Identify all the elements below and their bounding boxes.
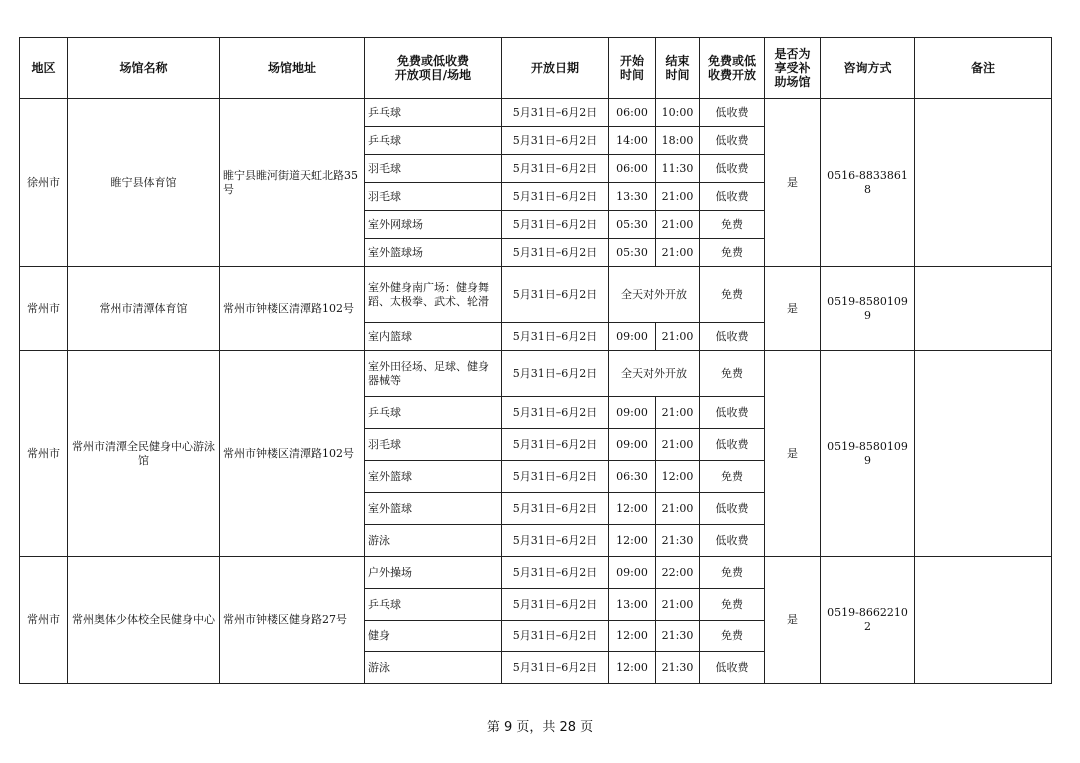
page-footer: 第 9 页，共 28 页 <box>486 720 594 735</box>
header-subsidy-line1: 是否为 <box>774 47 811 61</box>
all-day-cell: 全天对外开放 <box>609 267 700 323</box>
col-header-end <box>656 38 700 99</box>
venue-name-cell: 睢宁县体育馆 <box>68 99 220 267</box>
project-cell: 乒乓球 <box>365 397 502 429</box>
start-time-cell: 05:30 <box>609 211 656 239</box>
header-end-line1: 结束 <box>665 54 690 68</box>
region-cell: 徐州市 <box>20 99 68 267</box>
project-cell: 室外篮球场 <box>365 239 502 267</box>
contact-cell: 0516-88338618 <box>821 99 915 267</box>
start-time-cell: 14:00 <box>609 127 656 155</box>
fee-cell: 免费 <box>700 211 765 239</box>
venue-address-cell: 常州市钟楼区清潭路102号 <box>220 351 365 557</box>
end-time-cell: 21:00 <box>656 239 700 267</box>
open-dates-cell: 5月31日–6月2日 <box>502 461 609 493</box>
fee-cell: 低收费 <box>700 155 765 183</box>
open-dates-cell: 5月31日–6月2日 <box>502 429 609 461</box>
end-time-cell: 21:00 <box>656 211 700 239</box>
project-cell: 羽毛球 <box>365 183 502 211</box>
fee-cell: 免费 <box>700 239 765 267</box>
venue-address-cell: 常州市钟楼区健身路27号 <box>220 557 365 684</box>
header-subsidy-line3: 助场馆 <box>774 75 811 89</box>
header-start-line1: 开始 <box>619 54 644 68</box>
venue-address-cell: 常州市钟楼区清潭路102号 <box>220 267 365 351</box>
start-time-cell: 06:00 <box>609 99 656 127</box>
start-time-cell: 06:30 <box>609 461 656 493</box>
col-header-fee <box>700 38 765 99</box>
remarks-cell <box>915 267 1052 351</box>
end-time-cell: 12:00 <box>656 461 700 493</box>
end-time-cell: 21:00 <box>656 323 700 351</box>
remarks-cell <box>915 351 1052 557</box>
fee-cell: 低收费 <box>700 493 765 525</box>
project-cell: 羽毛球 <box>365 155 502 183</box>
open-dates-cell: 5月31日–6月2日 <box>502 127 609 155</box>
contact-cell: 0519-85801099 <box>821 351 915 557</box>
fee-cell: 免费 <box>700 621 765 652</box>
start-time-cell: 12:00 <box>609 493 656 525</box>
project-cell: 户外操场 <box>365 557 502 589</box>
col-header-subsidy <box>765 38 821 99</box>
fee-cell: 低收费 <box>700 652 765 684</box>
project-cell: 游泳 <box>365 652 502 684</box>
table-row <box>20 351 1052 397</box>
start-time-cell: 09:00 <box>609 557 656 589</box>
project-cell: 健身 <box>365 621 502 652</box>
project-cell: 室外网球场 <box>365 211 502 239</box>
fee-cell: 免费 <box>700 267 765 323</box>
region-cell: 常州市 <box>20 351 68 557</box>
open-dates-cell: 5月31日–6月2日 <box>502 525 609 557</box>
fee-cell: 低收费 <box>700 183 765 211</box>
col-header-region: 地区 <box>20 38 68 99</box>
end-time-cell: 10:00 <box>656 99 700 127</box>
start-time-cell: 05:30 <box>609 239 656 267</box>
start-time-cell: 06:00 <box>609 155 656 183</box>
open-dates-cell: 5月31日–6月2日 <box>502 621 609 652</box>
contact-cell: 0519-86622102 <box>821 557 915 684</box>
venue-table <box>19 37 1052 684</box>
col-header-open-dates: 开放日期 <box>502 38 609 99</box>
project-cell: 室内篮球 <box>365 323 502 351</box>
fee-cell: 低收费 <box>700 99 765 127</box>
start-time-cell: 09:00 <box>609 429 656 461</box>
venue-name-cell: 常州市清潭全民健身中心游泳馆 <box>68 351 220 557</box>
open-dates-cell: 5月31日–6月2日 <box>502 397 609 429</box>
header-start-line2: 时间 <box>619 68 644 82</box>
all-day-cell: 全天对外开放 <box>609 351 700 397</box>
col-header-contact: 咨询方式 <box>821 38 915 99</box>
remarks-cell <box>915 557 1052 684</box>
table-body <box>20 99 1052 684</box>
end-time-cell: 21:30 <box>656 621 700 652</box>
project-cell: 游泳 <box>365 525 502 557</box>
start-time-cell: 12:00 <box>609 525 656 557</box>
fee-cell: 免费 <box>700 589 765 621</box>
open-dates-cell: 5月31日–6月2日 <box>502 652 609 684</box>
open-dates-cell: 5月31日–6月2日 <box>502 323 609 351</box>
subsidy-cell: 是 <box>765 351 821 557</box>
region-cell: 常州市 <box>20 557 68 684</box>
start-time-cell: 13:00 <box>609 589 656 621</box>
project-cell: 羽毛球 <box>365 429 502 461</box>
start-time-cell: 13:30 <box>609 183 656 211</box>
end-time-cell: 18:00 <box>656 127 700 155</box>
fee-cell: 低收费 <box>700 525 765 557</box>
col-header-venue-address: 场馆地址 <box>220 38 365 99</box>
end-time-cell: 21:00 <box>656 429 700 461</box>
open-dates-cell: 5月31日–6月2日 <box>502 351 609 397</box>
fee-cell: 低收费 <box>700 397 765 429</box>
project-cell: 室外健身南广场：健身舞蹈、太极拳、武术、轮滑 <box>365 267 502 323</box>
open-dates-cell: 5月31日–6月2日 <box>502 183 609 211</box>
open-dates-cell: 5月31日–6月2日 <box>502 557 609 589</box>
header-project-line2: 开放项目/场地 <box>394 68 472 82</box>
fee-cell: 低收费 <box>700 429 765 461</box>
start-time-cell: 09:00 <box>609 397 656 429</box>
project-cell: 乒乓球 <box>365 127 502 155</box>
start-time-cell: 12:00 <box>609 652 656 684</box>
header-subsidy-line2: 享受补 <box>774 61 811 75</box>
open-dates-cell: 5月31日–6月2日 <box>502 155 609 183</box>
header-fee-line2: 收费开放 <box>707 68 756 82</box>
open-dates-cell: 5月31日–6月2日 <box>502 211 609 239</box>
table-row <box>20 99 1052 127</box>
subsidy-cell: 是 <box>765 99 821 267</box>
end-time-cell: 21:00 <box>656 397 700 429</box>
header-row <box>20 38 1052 99</box>
start-time-cell: 12:00 <box>609 621 656 652</box>
fee-cell: 免费 <box>700 461 765 493</box>
fee-cell: 免费 <box>700 351 765 397</box>
open-dates-cell: 5月31日–6月2日 <box>502 267 609 323</box>
project-cell: 室外田径场、足球、健身器械等 <box>365 351 502 397</box>
subsidy-cell: 是 <box>765 557 821 684</box>
project-cell: 乒乓球 <box>365 99 502 127</box>
header-project-line1: 免费或低收费 <box>396 54 469 68</box>
end-time-cell: 22:00 <box>656 557 700 589</box>
project-cell: 室外篮球 <box>365 461 502 493</box>
project-cell: 乒乓球 <box>365 589 502 621</box>
venue-name-cell: 常州市清潭体育馆 <box>68 267 220 351</box>
col-header-venue-name: 场馆名称 <box>68 38 220 99</box>
subsidy-cell: 是 <box>765 267 821 351</box>
remarks-cell <box>915 99 1052 267</box>
venue-name-cell: 常州奥体少体校全民健身中心 <box>68 557 220 684</box>
open-dates-cell: 5月31日–6月2日 <box>502 493 609 525</box>
start-time-cell: 09:00 <box>609 323 656 351</box>
fee-cell: 低收费 <box>700 127 765 155</box>
end-time-cell: 21:00 <box>656 183 700 211</box>
open-dates-cell: 5月31日–6月2日 <box>502 239 609 267</box>
end-time-cell: 21:00 <box>656 493 700 525</box>
end-time-cell: 21:30 <box>656 525 700 557</box>
project-cell: 室外篮球 <box>365 493 502 525</box>
region-cell: 常州市 <box>20 267 68 351</box>
col-header-project <box>365 38 502 99</box>
header-end-line2: 时间 <box>665 68 690 82</box>
table-row <box>20 267 1052 323</box>
open-dates-cell: 5月31日–6月2日 <box>502 99 609 127</box>
header-fee-line1: 免费或低 <box>707 54 756 68</box>
contact-cell: 0519-85801099 <box>821 267 915 351</box>
end-time-cell: 21:00 <box>656 589 700 621</box>
end-time-cell: 21:30 <box>656 652 700 684</box>
fee-cell: 低收费 <box>700 323 765 351</box>
end-time-cell: 11:30 <box>656 155 700 183</box>
fee-cell: 免费 <box>700 557 765 589</box>
col-header-start <box>609 38 656 99</box>
open-dates-cell: 5月31日–6月2日 <box>502 589 609 621</box>
col-header-remarks: 备注 <box>915 38 1052 99</box>
venue-address-cell: 睢宁县睢河街道天虹北路35号 <box>220 99 365 267</box>
table-row <box>20 557 1052 589</box>
